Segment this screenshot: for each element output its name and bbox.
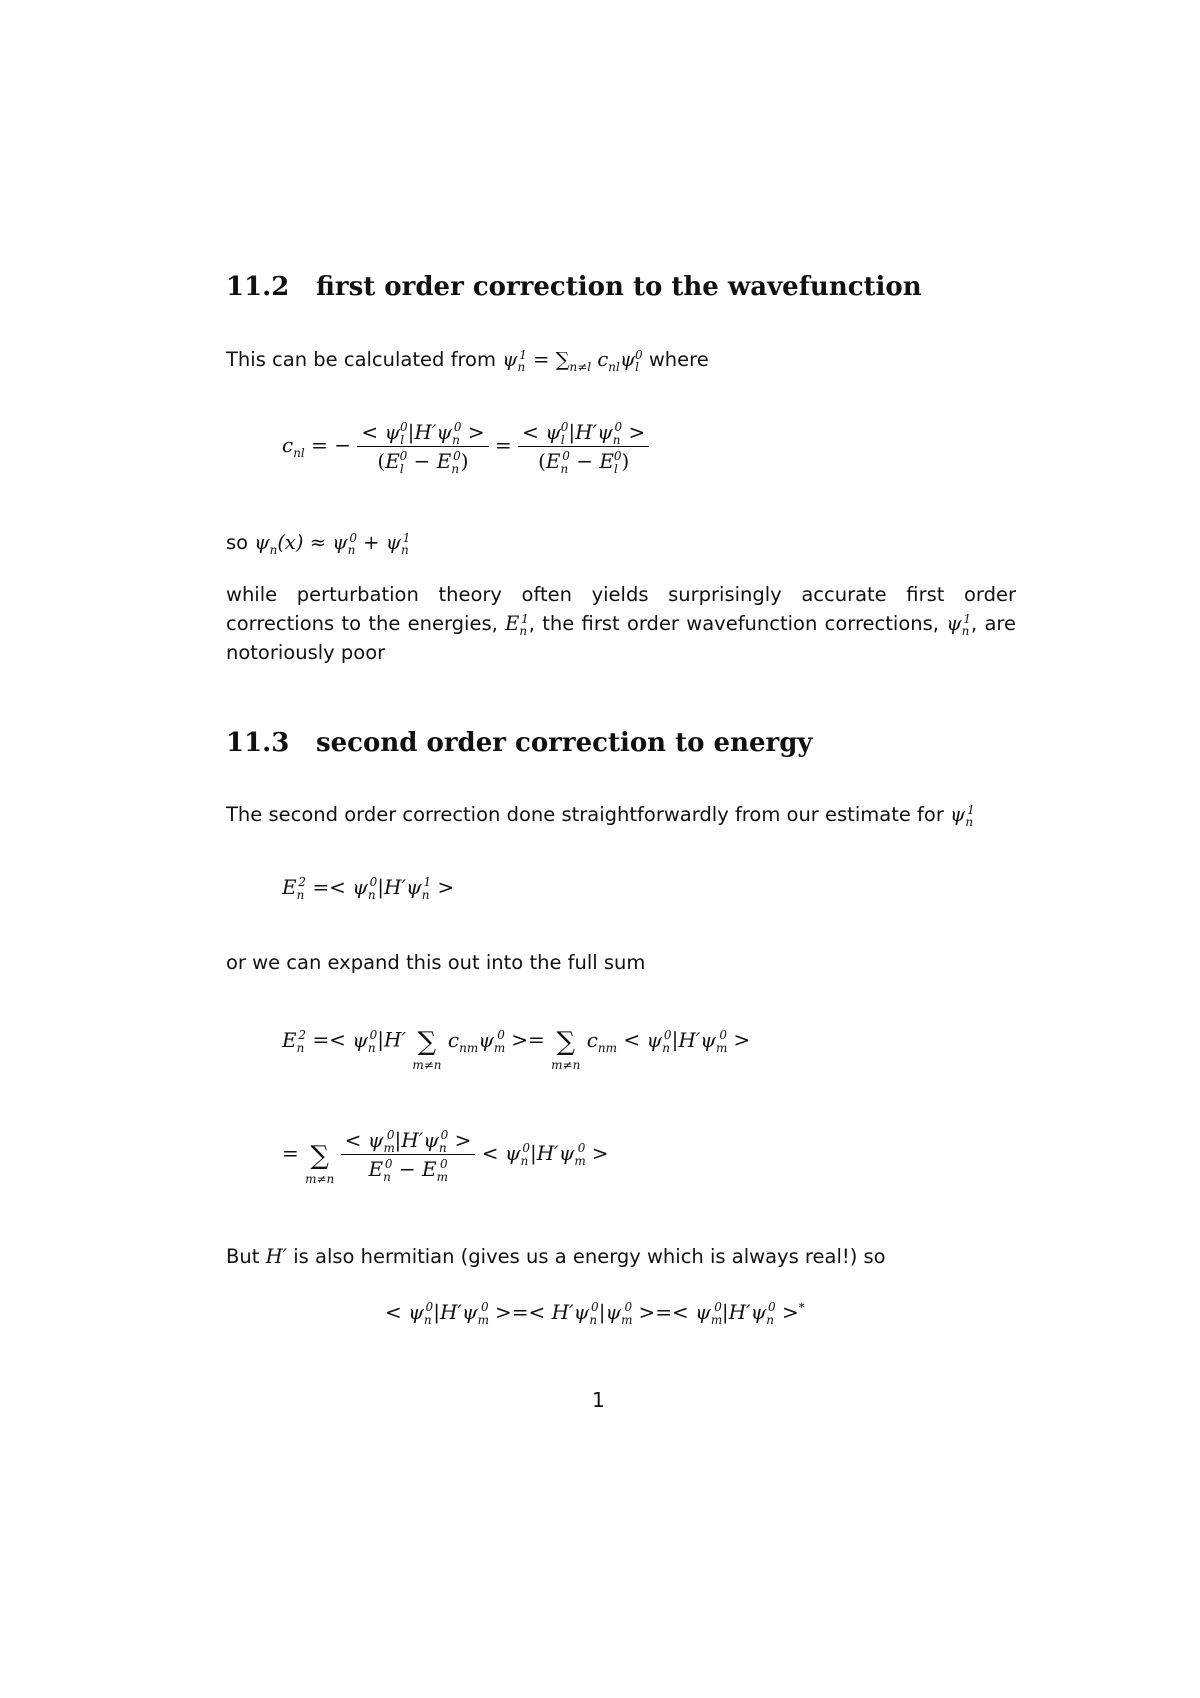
equation-psi-approx: $\psi_n(x) \approx \psi_n^0 + \psi_n^1$ [254,530,411,557]
section-heading-11-3 [226,728,813,758]
section-number: 11.2 [226,272,290,302]
section-title: first order correction to the wavefunction [316,272,922,302]
intro-line-11-2 [226,345,1016,374]
so-line [226,528,1016,557]
equation-cnl: $c_{nl}$ = − $\frac{< \psi_l^0|H'\psi_n^0 >}{(E_l^0 - E_n^0)}$ = $\frac{< \psi_l^0|H'\psi_n^0 >}{(E_n^0 - E_l^0)}$ [282,420,649,473]
equation-inline-psi-n1: $\psi_n^1$ [950,802,975,829]
equation-En2-sum: $E_n^2 =< \psi_n^0|H'$ ∑ m≠n $c_{nm}\psi_m^0$ >= ∑ m≠n $c_{nm} < \psi_n^0|H'\psi_m^0$ > [282,1027,751,1072]
page-number: 1 [592,1388,605,1412]
paragraph-perturbation: while perturbation theory often yields surprisingly accurate first order corrections to the energies, $E_n^1$, the first order wavefunction corrections, $\psi_n^1$, are notoriously poor [226,583,1017,664]
intro-text: This can be calculated from [226,348,496,371]
equation-hermitian: < $\psi_n^0|H'\psi_m^0$ >=< $H'\psi_n^0|\psi_m^0$ >=< $\psi_m^0|H'\psi_n^0 >^*$ [385,1300,805,1327]
equation-inline-psi-sum: $\psi_n^1 = \sum_{n\ne l}$ $c_{nl}\psi_l^0$ [502,347,643,374]
so-label: so [226,531,249,554]
equation-En2-simple: $E_n^2 =< \psi_n^0|H'\psi_n^1$ > [282,875,455,902]
intro-where: where [648,348,709,371]
section-number: 11.3 [226,728,290,758]
section-title: second order correction to energy [316,728,813,758]
equation-inline-psi-n1: $\psi_n^1$ [946,611,971,638]
expand-line: or we can expand this out into the full sum [226,951,646,974]
equation-inline-Hprime: H′ [265,1245,288,1268]
equation-sum-fraction: = ∑ m≠n $\frac{< \psi_m^0|H'\psi_n^0 >}{E_n^0 - E_m^0}$ < $\psi_n^0|H'\psi_m^0$ > [282,1128,609,1186]
section-heading-11-2 [226,272,922,302]
hermitian-line: But H′ is also hermitian (gives us a energy which is always real!) so [226,1245,886,1268]
equation-inline-En1: $E_n^1$ [505,611,529,638]
intro-line-11-3: The second order correction done straightforwardly from our estimate for $\psi_n^1$ [226,802,975,829]
